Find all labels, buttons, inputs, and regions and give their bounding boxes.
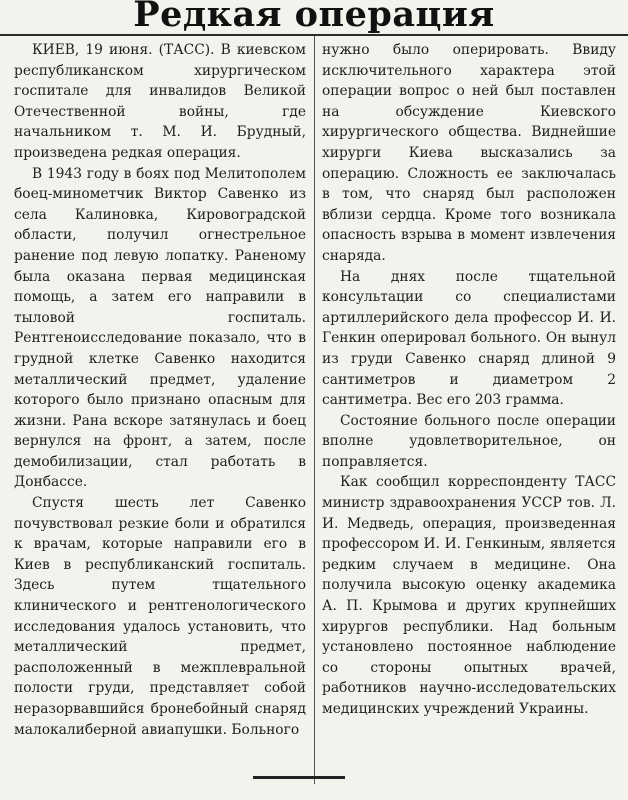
paragraph-minister-statement: Как сообщил корреспонденту ТАСС министр здравоохранения УССР тов. Л. И. Медведь, операция, произведенная профессором И. И. Генкиным, является редким случаем в медицине. Она получила высокую оценку академика А. П. Крымова и других крупнейших хирургов республики. Над больным установлено постоянное наблюдение со стороны опытных врачей, работников научно-исследовательских медицинских учреждений Украины. — [322, 474, 616, 717]
paragraph-operation: На днях после тщательной консультации со специалистами артиллерийского дела профессор И. И. Генкин оперировал больного. Он вынул из груди Савенко снаряд длиной 9 сантиметров и диаметром 2 сантиметра. Вес его 203 грамма. — [322, 268, 616, 409]
column-divider — [314, 36, 315, 784]
paragraph-diagnosis: Спустя шесть лет Савенко почувствовал резкие боли и обратился к врачам, которые направили его в Киев в республиканский госпиталь. Здесь путем тщательного клинического и рентгенологического исследования удалось установить, что металлический предмет, расположенный в межплевральной полости груди, представляет собой неразорвавшийся бронебойный снаряд малокалиберной авиапушки. Больного — [14, 495, 306, 738]
left-column — [14, 40, 306, 740]
paragraph-wound: В 1943 году в боях под Мелитополем боец-минометчик Виктор Савенко из села Калиновка, Кировоградской области, получил огнестрельное ранение под левую лопатку. Раненому была оказана первая медицинская помощь, а затем его направили в тыловой госпиталь. Рентгеноисследование показало, что в грудной клетке Савенко находится металлический предмет, удаление которого было признано опасным для жизни. Рана вскоре затянулась и боец вернулся на фронт, а затем, после демобилизации, стал работать в Донбассе. — [14, 165, 306, 491]
end-rule — [253, 776, 345, 779]
article-headline: Редкая операция — [133, 0, 495, 35]
paragraph-surgery-decision: нужно было оперировать. Ввиду исключительного характера этой операции вопрос о ней был поставлен на обсуждение Киевского хирургического общества. Виднейшие хирурги Киева высказались за операцию. Сложность ее заключалась в том, что снаряд был расположен вблизи сердца. Кроме того возникала опасность взрыва в момент извлечения снаряда. — [322, 42, 616, 264]
paragraph-condition: Состояние больного после операции вполне удовлетворительное, он поправляется. — [322, 412, 616, 470]
paragraph-dateline: КИЕВ, 19 июня. (ТАСС). В киевском республиканском хирургическом госпитале для инвалидов Великой Отечественной войны, где начальником т. М. И. Брудный, произведена редкая операция. — [14, 42, 306, 161]
right-column — [322, 40, 616, 720]
